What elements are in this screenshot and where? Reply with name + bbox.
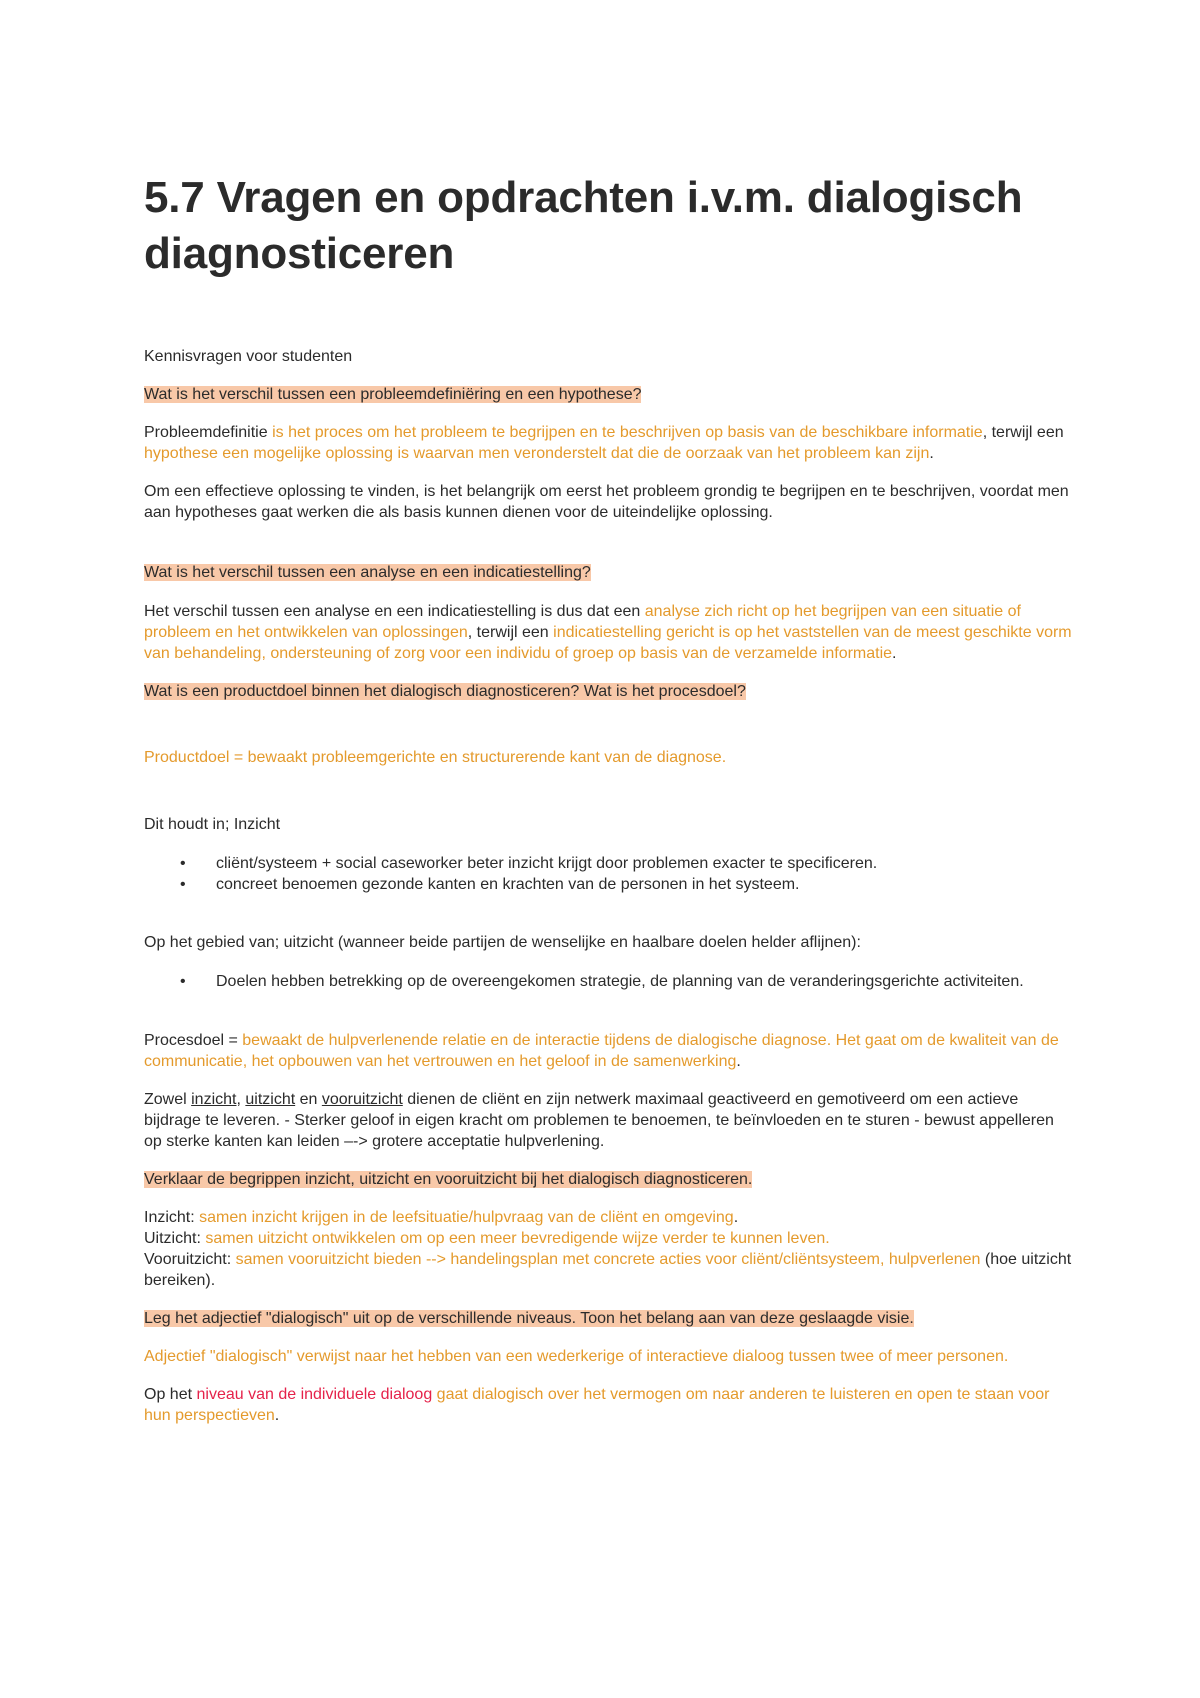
question-5 — [144, 1308, 1074, 1329]
zowel-text-4: dienen de cliënt en zijn netwerk maximaal geactiveerd en gemotiveerd om een actieve bijdrage te leveren. - Sterker geloof in eigen kracht om problemen te benoemen, te beïnvloeden en te sturen - bewust appelleren op sterke kanten kan leiden –-> grotere acceptatie hulpverlening. — [144, 1091, 1054, 1150]
vooruitzicht-end: (hoe uitzicht bereiken). — [144, 1251, 1072, 1289]
zowel-underline-inzicht: inzicht — [191, 1091, 237, 1108]
niveau-orange: gaat dialogisch over het vermogen om naar anderen te luisteren en open te staan voor hun perspectieven — [144, 1386, 1050, 1424]
inzicht-end: . — [733, 1209, 739, 1226]
uitzicht-label: Uitzicht: — [144, 1230, 206, 1247]
answer-1-text: Probleemdefinitie — [144, 424, 273, 441]
question-3 — [144, 681, 1074, 702]
list-item: • concreet benoemen gezonde kanten en krachten van de personen in het systeem. — [216, 874, 1074, 895]
question-2 — [144, 562, 1074, 583]
uitzicht-intro: Op het gebied van; uitzicht (wanneer beide partijen de wenselijke en haalbare doelen helder aflijnen): — [144, 934, 861, 951]
niveau-text-1: Op het — [144, 1386, 197, 1403]
niveau-paragraph — [144, 1384, 1074, 1426]
uitzicht-list — [144, 971, 1074, 992]
answer-1 — [144, 422, 1074, 464]
answer-2-end: . — [892, 645, 897, 662]
procesdoel-orange: bewaakt de hulpverlenende relatie en de interactie tijdens de dialogische diagnose. Het gaat om de kwaliteit van de communicatie, het opbouwen van het vertrouwen en het geloof in de samenwerking — [144, 1032, 1059, 1070]
question-5-highlight: Leg het adjectief "dialogisch" uit op de verschillende niveaus. Toon het belang aan van deze geslaagde visie. — [144, 1310, 914, 1327]
begrippen — [144, 1207, 1074, 1291]
uitzicht-text: samen uitzicht ontwikkelen om op een meer bevredigende wijze verder te kunnen leven. — [205, 1230, 830, 1247]
zowel-text-3: en — [295, 1091, 322, 1108]
question-1-highlight: Wat is het verschil tussen een probleemdefiniëring en een hypothese? — [144, 386, 642, 403]
question-4 — [144, 1169, 1074, 1190]
procesdoel-end: . — [736, 1053, 741, 1070]
vooruitzicht-label: Vooruitzicht: — [144, 1251, 236, 1268]
niveau-end: . — [274, 1407, 280, 1424]
answer-1-end: . — [929, 445, 934, 462]
procesdoel — [144, 1030, 1074, 1072]
adjectief: Adjectief "dialogisch" verwijst naar het hebben van een wederkerige of interactieve dialoog tussen twee of meer personen. — [144, 1348, 1009, 1365]
question-2-highlight: Wat is het verschil tussen een analyse en een indicatiestelling? — [144, 564, 591, 581]
question-1 — [144, 384, 1074, 405]
question-4-highlight: Verklaar de begrippen inzicht, uitzicht en vooruitzicht bij het dialogisch diagnosticeren. — [144, 1171, 753, 1188]
productdoel: Productdoel = bewaakt probleemgerichte en structurerende kant van de diagnose. — [144, 749, 727, 766]
inzicht-intro: Dit houdt in; Inzicht — [144, 816, 281, 833]
question-3-highlight: Wat is een productdoel binnen het dialogisch diagnosticeren? Wat is het procesdoel? — [144, 683, 746, 700]
vooruitzicht-text: samen vooruitzicht bieden --> handelingsplan met concrete acties voor cliënt/cliëntsysteem, hulpverlenen — [235, 1251, 981, 1268]
inzicht-list — [144, 853, 1074, 895]
list-item: • cliënt/systeem + social caseworker beter inzicht krijgt door problemen exacter te specificeren. — [216, 853, 1074, 874]
niveau-red: niveau van de individuele dialoog — [196, 1386, 433, 1403]
answer-2 — [144, 601, 1074, 664]
subtitle: Kennisvragen voor studenten — [144, 348, 353, 365]
answer-1b: Om een effectieve oplossing te vinden, is het belangrijk om eerst het probleem grondig te begrijpen en te beschrijven, voordat men aan hypotheses gaat werken die als basis kunnen dienen voor de uiteindelijke oplossing. — [144, 483, 1069, 521]
answer-1-text-2: , terwijl een — [982, 424, 1064, 441]
answer-2-text: Het verschil tussen een analyse en een indicatiestelling is dus dat een — [144, 603, 645, 620]
answer-2-orange-1: analyse zich richt op het begrijpen van een situatie of probleem en het ontwikkelen van oplossingen — [144, 603, 1021, 641]
inzicht-label: Inzicht: — [144, 1209, 200, 1226]
page-title: 5.7 Vragen en opdrachten i.v.m. dialogisch diagnosticeren — [144, 173, 1023, 278]
zowel-underline-uitzicht: uitzicht — [245, 1091, 296, 1108]
procesdoel-label: Procesdoel = — [144, 1032, 243, 1049]
answer-1-orange-2: hypothese een mogelijke oplossing is waarvan men veronderstelt dat die de oorzaak van het probleem kan zijn — [144, 445, 930, 462]
zowel-paragraph — [144, 1089, 1074, 1152]
list-item: • Doelen hebben betrekking op de overeengekomen strategie, de planning van de veranderingsgerichte activiteiten. — [216, 971, 1074, 992]
answer-2-orange-2: indicatiestelling gericht is op het vaststellen van de meest geschikte vorm van behandeling, ondersteuning of zorg voor een individu of groep op basis van de verzamelde informatie — [144, 624, 1072, 662]
answer-1-orange-1: is het proces om het probleem te begrijpen en te beschrijven op basis van de beschikbare informatie — [272, 424, 983, 441]
answer-2-text-2: , terwijl een — [467, 624, 554, 641]
zowel-text-1: Zowel — [144, 1091, 192, 1108]
zowel-text-2: , — [236, 1091, 246, 1108]
document-page — [144, 170, 1074, 1426]
inzicht-text: samen inzicht krijgen in de leefsituatie/hulpvraag van de cliënt en omgeving — [199, 1209, 734, 1226]
zowel-underline-vooruitzicht: vooruitzicht — [321, 1091, 403, 1108]
